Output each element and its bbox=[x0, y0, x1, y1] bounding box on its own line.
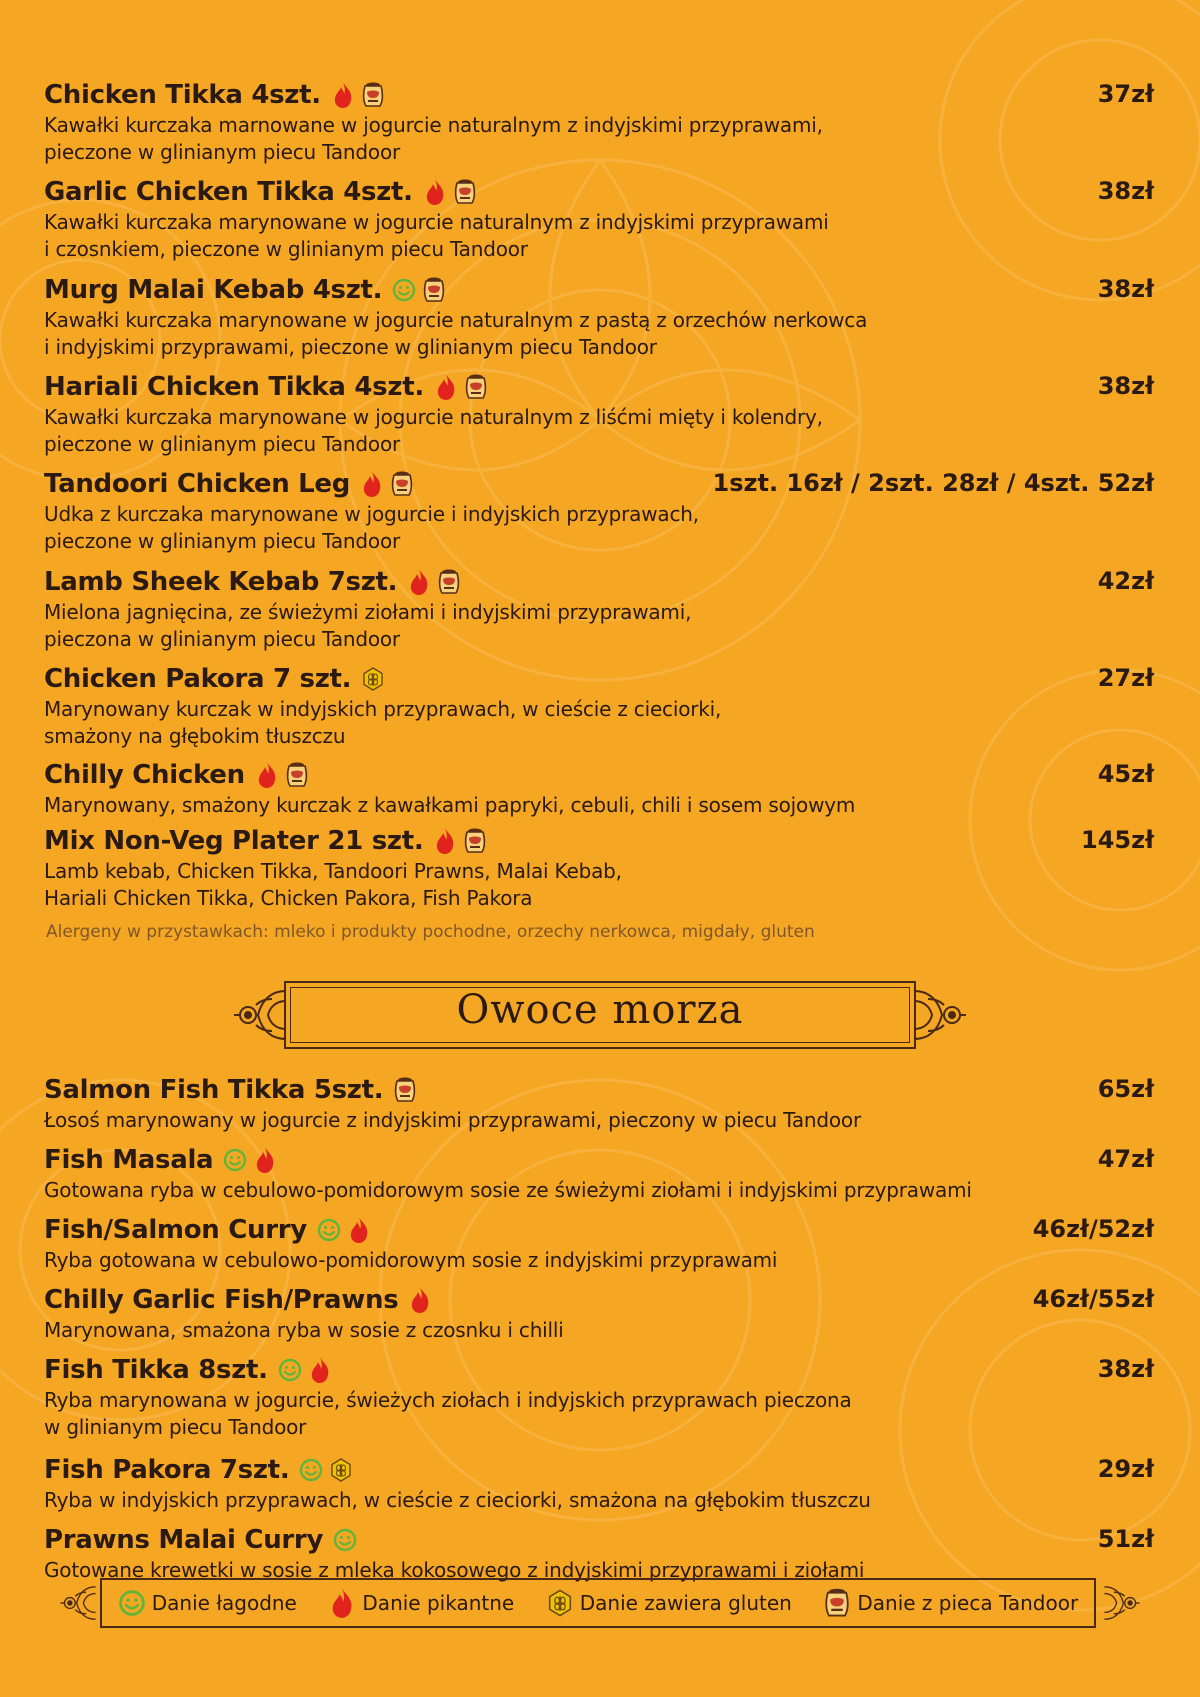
legend-label: Danie zawiera gluten bbox=[579, 1591, 792, 1615]
chili-icon bbox=[407, 568, 431, 596]
smiley-icon bbox=[278, 1356, 302, 1384]
dish-name: Chilly Chicken bbox=[44, 760, 245, 790]
dish-price: 27zł bbox=[1097, 664, 1154, 692]
chili-icon bbox=[423, 178, 447, 206]
menu-item-header bbox=[44, 1145, 1154, 1177]
chili-icon bbox=[434, 373, 458, 401]
dish-icons bbox=[402, 1286, 432, 1314]
menu-item bbox=[44, 372, 1154, 458]
chili-icon bbox=[253, 1146, 277, 1174]
smiley-icon bbox=[118, 1587, 146, 1619]
legend-item bbox=[118, 1587, 297, 1619]
dish-name: Chilly Garlic Fish/Prawns bbox=[44, 1285, 399, 1315]
dish-icons bbox=[387, 1076, 417, 1104]
legend-label: Danie łagodne bbox=[151, 1591, 297, 1615]
tandoor-icon bbox=[463, 827, 487, 855]
dish-description: smażony na głębokim tłuszczu bbox=[44, 724, 346, 748]
smiley-icon bbox=[317, 1216, 341, 1244]
menu-item-header bbox=[44, 1525, 1154, 1557]
dish-description: Lamb kebab, Chicken Tikka, Tandoori Prawns, Malai Kebab, bbox=[44, 859, 622, 883]
menu-item bbox=[44, 1355, 1154, 1441]
dish-name: Chicken Tikka 4szt. bbox=[44, 80, 321, 110]
smiley-icon bbox=[392, 276, 416, 304]
dish-description: w glinianym piecu Tandoor bbox=[44, 1415, 307, 1439]
menu-item-header bbox=[44, 1215, 1154, 1247]
chili-icon bbox=[433, 827, 457, 855]
menu-item-header bbox=[44, 177, 1154, 209]
menu-item bbox=[44, 1145, 1154, 1204]
dish-description: pieczone w glinianym piecu Tandoor bbox=[44, 140, 401, 164]
tandoor-icon bbox=[453, 178, 477, 206]
dish-icons bbox=[272, 1356, 332, 1384]
menu-item bbox=[44, 80, 1154, 166]
dish-icons bbox=[354, 470, 414, 498]
dish-icons bbox=[355, 665, 385, 693]
dish-icons bbox=[327, 1526, 357, 1554]
section-title: Owoce morza bbox=[456, 987, 744, 1033]
dish-description: pieczone w glinianym piecu Tandoor bbox=[44, 432, 401, 456]
dish-name: Fish/Salmon Curry bbox=[44, 1215, 307, 1245]
menu-item bbox=[44, 664, 1154, 750]
dish-description: pieczone w glinianym piecu Tandoor bbox=[44, 529, 401, 553]
dish-description: Gotowana ryba w cebulowo-pomidorowym sosie ze świeżymi ziołami i indyjskimi przyprawami bbox=[44, 1178, 972, 1202]
dish-icons bbox=[427, 827, 487, 855]
dish-description: Łosoś marynowany w jogurcie z indyjskimi przyprawami, pieczony w piecu Tandoor bbox=[44, 1108, 861, 1132]
dish-price: 145zł bbox=[1081, 826, 1154, 854]
tandoor-icon bbox=[422, 276, 446, 304]
menu-item bbox=[44, 1215, 1154, 1274]
legend-item bbox=[328, 1587, 514, 1619]
dish-name: Chicken Pakora 7 szt. bbox=[44, 664, 352, 694]
dish-description: Kawałki kurczaka marnowane w jogurcie naturalnym z indyjskimi przyprawami, bbox=[44, 113, 823, 137]
dish-description: Ryba w indyjskich przyprawach, w cieście z cieciorki, smażona na głębokim tłuszczu bbox=[44, 1488, 871, 1512]
menu-item-header bbox=[44, 1355, 1154, 1387]
dish-icons bbox=[417, 178, 477, 206]
dish-icons bbox=[293, 1456, 353, 1484]
dish-icons bbox=[325, 81, 385, 109]
menu-item-header bbox=[44, 80, 1154, 112]
menu-item bbox=[44, 469, 1154, 555]
smiley-icon bbox=[299, 1456, 323, 1484]
chili-icon bbox=[255, 761, 279, 789]
dish-name: Hariali Chicken Tikka 4szt. bbox=[44, 372, 424, 402]
dish-description: Udka z kurczaka marynowane w jogurcie i indyjskich przyprawach, bbox=[44, 502, 699, 526]
menu-item bbox=[44, 1285, 1154, 1344]
dish-description: Marynowany kurczak w indyjskich przyprawach, w cieście z cieciorki, bbox=[44, 697, 722, 721]
tandoor-icon bbox=[464, 373, 488, 401]
menu-item-header bbox=[44, 826, 1154, 858]
dish-description: Ryba gotowana w cebulowo-pomidorowym sosie z indyjskimi przyprawami bbox=[44, 1248, 778, 1272]
dish-price: 42zł bbox=[1097, 567, 1154, 595]
chili-icon bbox=[347, 1216, 371, 1244]
dish-price: 47zł bbox=[1097, 1145, 1154, 1173]
dish-name: Fish Tikka 8szt. bbox=[44, 1355, 268, 1385]
dish-price: 38zł bbox=[1097, 372, 1154, 400]
dish-description: Mielona jagnięcina, ze świeżymi ziołami i indyjskimi przyprawami, bbox=[44, 600, 692, 624]
allergens-note: Alergeny w przystawkach: mleko i produkty pochodne, orzechy nerkowca, migdały, gluten bbox=[46, 922, 815, 942]
dish-description: i czosnkiem, pieczone w glinianym piecu Tandoor bbox=[44, 237, 528, 261]
dish-price: 45zł bbox=[1097, 760, 1154, 788]
menu-item-header bbox=[44, 1455, 1154, 1487]
chili-icon bbox=[308, 1356, 332, 1384]
legend bbox=[100, 1578, 1096, 1628]
dish-price: 38zł bbox=[1097, 177, 1154, 205]
menu-item bbox=[44, 275, 1154, 361]
dish-description: Marynowany, smażony kurczak z kawałkami papryki, cebuli, chili i sosem sojowym bbox=[44, 793, 856, 817]
tandoor-icon bbox=[285, 761, 309, 789]
menu-item-header bbox=[44, 1285, 1154, 1317]
dish-name: Lamb Sheek Kebab 7szt. bbox=[44, 567, 398, 597]
tandoor-icon bbox=[390, 470, 414, 498]
menu-item bbox=[44, 826, 1154, 912]
dish-price: 38zł bbox=[1097, 1355, 1154, 1383]
gluten-icon bbox=[361, 665, 385, 693]
dish-price: 37zł bbox=[1097, 80, 1154, 108]
dish-name: Mix Non-Veg Plater 21 szt. bbox=[44, 826, 424, 856]
gluten-icon bbox=[546, 1587, 574, 1619]
dish-name: Salmon Fish Tikka 5szt. bbox=[44, 1075, 384, 1105]
dish-icons bbox=[428, 373, 488, 401]
menu-item bbox=[44, 1525, 1154, 1584]
chili-icon bbox=[328, 1587, 356, 1619]
dish-description: Ryba marynowana w jogurcie, świeżych ziołach i indyjskich przyprawach pieczona bbox=[44, 1388, 852, 1412]
dish-icons bbox=[386, 276, 446, 304]
legend-item bbox=[823, 1587, 1078, 1619]
chili-icon bbox=[408, 1286, 432, 1314]
dish-name: Murg Malai Kebab 4szt. bbox=[44, 275, 383, 305]
menu-item-header bbox=[44, 1075, 1154, 1107]
menu-item-header bbox=[44, 664, 1154, 696]
section-banner bbox=[232, 975, 968, 1055]
dish-price: 38zł bbox=[1097, 275, 1154, 303]
dish-description: Marynowana, smażona ryba w sosie z czosnku i chilli bbox=[44, 1318, 564, 1342]
dish-description: Kawałki kurczaka marynowane w jogurcie naturalnym z indyjskimi przyprawami bbox=[44, 210, 829, 234]
chili-icon bbox=[360, 470, 384, 498]
dish-price: 46zł/55zł bbox=[1032, 1285, 1154, 1313]
dish-icons bbox=[217, 1146, 277, 1174]
tandoor-icon bbox=[437, 568, 461, 596]
menu-item-header bbox=[44, 567, 1154, 599]
menu-item-header bbox=[44, 372, 1154, 404]
dish-name: Fish Pakora 7szt. bbox=[44, 1455, 290, 1485]
menu-item bbox=[44, 567, 1154, 653]
menu-item bbox=[44, 1075, 1154, 1134]
smiley-icon bbox=[333, 1526, 357, 1554]
menu-item-header bbox=[44, 760, 1154, 792]
legend-ornament-left-icon bbox=[56, 1580, 100, 1626]
dish-name: Tandoori Chicken Leg bbox=[44, 469, 351, 499]
legend-label: Danie z pieca Tandoor bbox=[857, 1591, 1079, 1615]
menu-item-header bbox=[44, 469, 1154, 501]
dish-icons bbox=[401, 568, 461, 596]
dish-description: Kawałki kurczaka marynowane w jogurcie naturalnym z liśćmi mięty i kolendry, bbox=[44, 405, 823, 429]
dish-name: Fish Masala bbox=[44, 1145, 214, 1175]
dish-name: Garlic Chicken Tikka 4szt. bbox=[44, 177, 413, 207]
smiley-icon bbox=[223, 1146, 247, 1174]
legend-item bbox=[546, 1587, 792, 1619]
menu-item bbox=[44, 177, 1154, 263]
chili-icon bbox=[331, 81, 355, 109]
dish-icons bbox=[249, 761, 309, 789]
dish-price: 1szt. 16zł / 2szt. 28zł / 4szt. 52zł bbox=[712, 469, 1154, 497]
dish-description: Gotowane krewetki w sosie z mleka kokosowego z indyjskimi przyprawami i ziołami bbox=[44, 1558, 865, 1582]
dish-price: 46zł/52zł bbox=[1032, 1215, 1154, 1243]
menu-item bbox=[44, 1455, 1154, 1514]
dish-price: 51zł bbox=[1097, 1525, 1154, 1553]
dish-description: pieczona w glinianym piecu Tandoor bbox=[44, 627, 400, 651]
tandoor-icon bbox=[823, 1587, 851, 1619]
dish-price: 29zł bbox=[1097, 1455, 1154, 1483]
dish-price: 65zł bbox=[1097, 1075, 1154, 1103]
menu-item-header bbox=[44, 275, 1154, 307]
dish-description: Hariali Chicken Tikka, Chicken Pakora, Fish Pakora bbox=[44, 886, 533, 910]
dish-icons bbox=[311, 1216, 371, 1244]
dish-description: Kawałki kurczaka marynowane w jogurcie naturalnym z pastą z orzechów nerkowca bbox=[44, 308, 868, 332]
gluten-icon bbox=[329, 1456, 353, 1484]
legend-ornament-right-icon bbox=[1100, 1580, 1144, 1626]
tandoor-icon bbox=[393, 1076, 417, 1104]
dish-name: Prawns Malai Curry bbox=[44, 1525, 324, 1555]
tandoor-icon bbox=[361, 81, 385, 109]
menu-item bbox=[44, 760, 1154, 819]
legend-label: Danie pikantne bbox=[362, 1591, 515, 1615]
dish-description: i indyjskimi przyprawami, pieczone w glinianym piecu Tandoor bbox=[44, 335, 657, 359]
